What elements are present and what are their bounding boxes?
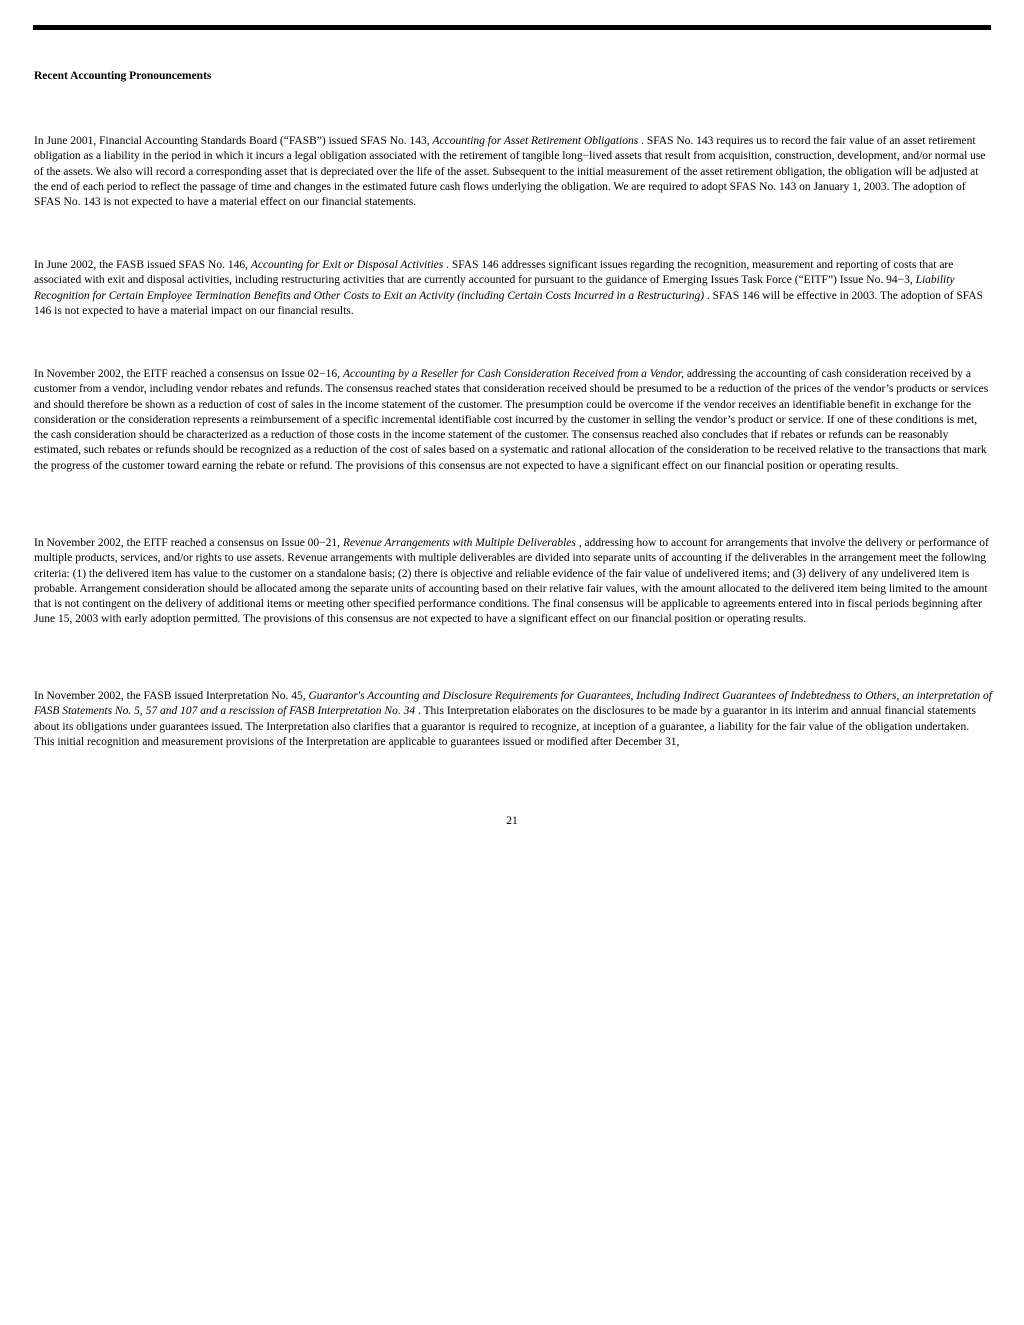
paragraph-title-italic: Accounting for Asset Retirement Obligations [432,135,639,147]
paragraph-text: In June 2001, Financial Accounting Standards Board (“FASB”) issued SFAS No. 143, [34,135,433,147]
section-heading: Recent Accounting Pronouncements [34,70,212,82]
paragraph-text: In November 2002, the EITF reached a consensus on Issue 02−16, [34,368,343,380]
paragraph-text: In November 2002, the FASB issued Interpretation No. 45, [34,690,309,702]
paragraph-text: . SFAS 146 addresses significant issues regarding the recognition, measurement and reporting of costs that are associated with exit and disposal activities, including restructuring activities that are currently accounted for pursuant to the guidance of Emerging Issues Task Force (“EITF”) Issue No. 94−3, [34,259,954,287]
paragraph-title-italic: Guarantor's Accounting and Disclosure Requirements for Guarantees, Including Indirect Guarantees of Indebtedness to Others, an interpretation of FASB Statements No. 5, 57 and 107 and a rescission of FASB Interpretation No. 34 [34,690,992,718]
paragraph-title-italic: Accounting by a Reseller for Cash Consideration Received from a Vendor, [342,368,684,380]
paragraph-text: In June 2002, the FASB issued SFAS No. 146, [34,259,251,271]
top-rule [33,25,991,30]
paragraph-fin-45 [34,689,992,750]
paragraph-eitf-00-21 [34,536,992,628]
paragraph-sfas-143 [34,134,992,210]
paragraph-text: . This Interpretation elaborates on the disclosures to be made by a guarantor in its interim and annual financial statements about its obligations under guarantees issued. The Interpretation also clarifies that a guarantor is required to recognize, at inception of a guarantee, a liability for the fair value of the obligation undertaken. This initial recognition and measurement provisions of the Interpretation are applicable to guarantees issued or modified after December 31, [34,705,976,748]
paragraph-text: In November 2002, the EITF reached a consensus on Issue 00−21, [34,537,343,549]
paragraph-text: . SFAS 146 will be effective in 2003. The adoption of SFAS 146 is not expected to have a material impact on our financial results. [34,289,984,317]
paragraph-eitf-02-16 [34,367,992,474]
paragraph-text: , addressing how to account for arrangements that involve the delivery or performance of multiple products, services, and/or rights to use assets. Revenue arrangements with multiple deliverables are divided into separate units of accounting if the deliverables in the arrangement meet the following criteria: (1) the delivered item has value to the customer on a standalone basis; (2) there is objective and reliable evidence of the fair value of undelivered items; and (3) delivery of any undelivered item is probable. Arrangement consideration should be allocated among the separate units of accounting based on their relative fair values, with the amount allocated to the delivered item being limited to the amount that is not contingent on the delivery of additional items or meeting other specified performance conditions. The final consensus will be applicable to agreements entered into in fiscal periods beginning after June 15, 2003 with early adoption permitted. The provisions of this consensus are not expected to have a significant effect on our financial position or operating results. [34,537,989,626]
paragraph-title-italic: Accounting for Exit or Disposal Activities [250,259,444,271]
paragraph-title-italic: Liability Recognition for Certain Employee Termination Benefits and Other Costs to Exit an Activity (including Certain Costs Incurred in a Restructuring) [34,274,955,302]
paragraph-text: addressing the accounting of cash consideration received by a customer from a vendor, including vendor rebates and refunds. The consensus reached states that consideration received should be presumed to be a reduction of the prices of the vendor’s products or services and should therefore be shown as a reduction of cost of sales in the income statement of the customer. The presumption could be overcome if the vendor receives an identifiable benefit in exchange for the consideration or the consideration represents a reimbursement of a specific incremental identifiable cost incurred by the customer in selling the vendor’s product or service. If one of these conditions is met, the cash consideration should be characterized as a reduction of those costs in the income statement of the customer. The consensus reached also concludes that if rebates or refunds can be reasonably estimated, such rebates or refunds should be recognized as a reduction of the cost of sales based on a systematic and rational allocation of the consideration to be received relative to the transactions that mark the progress of the customer toward earning the rebate or refund. The provisions of this consensus are not expected to have a significant effect on our financial position or operating results. [34,368,989,472]
paragraph-text: . SFAS No. 143 requires us to record the fair value of an asset retirement obligation as a liability in the period in which it incurs a legal obligation associated with the retirement of tangible long−lived assets that result from acquisition, construction, development, and/or normal use of the assets. We also will record a corresponding asset that is depreciated over the life of the asset. Subsequent to the initial measurement of the asset retirement obligation, the obligation will be adjusted at the end of each period to reflect the passage of time and changes in the estimated future cash flows underlying the obligation. We are required to adopt SFAS No. 143 on January 1, 2003. The adoption of SFAS No. 143 is not expected to have a material effect on our financial statements. [34,135,986,209]
paragraph-title-italic: Revenue Arrangements with Multiple Deliverables [342,537,576,549]
page-number: 21 [506,815,518,827]
paragraph-sfas-146 [34,258,992,319]
